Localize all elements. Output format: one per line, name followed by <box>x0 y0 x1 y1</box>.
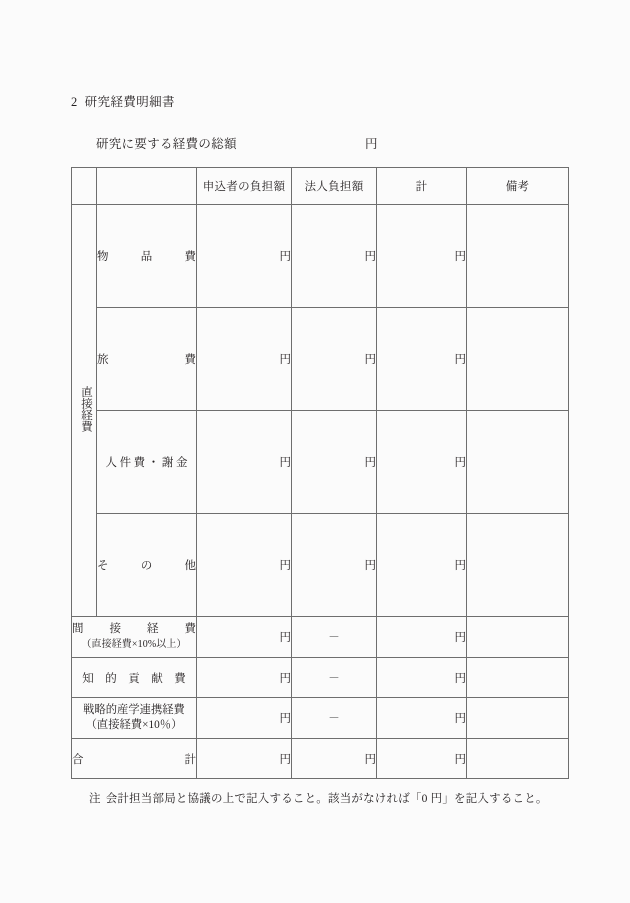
item-char: 他 <box>184 560 196 572</box>
cell-remarks-goods <box>467 205 569 308</box>
page-title <box>71 92 175 110</box>
cell-total-indirect: 円 <box>377 617 467 658</box>
table-row <box>72 617 569 658</box>
section-title: 研究経費明細書 <box>84 95 175 109</box>
item-char: そ <box>97 560 109 572</box>
header-total: 計 <box>377 168 467 205</box>
item-label-goods <box>97 205 197 308</box>
total-amount-unit: 円 <box>365 137 378 151</box>
budget-detail-table <box>71 167 569 779</box>
cell-corporation-grand-total: 円 <box>292 739 377 779</box>
cell-total-travel: 円 <box>377 308 467 411</box>
item-char: 旅 <box>97 354 109 366</box>
header-remarks: 備考 <box>467 168 569 205</box>
cell-applicant-intellectual: 円 <box>197 658 292 698</box>
cell-applicant-strategic: 円 <box>197 698 292 739</box>
item-label-grand-total <box>72 739 197 779</box>
cell-corporation-travel: 円 <box>292 308 377 411</box>
total-amount-label: 研究に要する経費の総額 <box>96 137 237 151</box>
cell-corporation-other: 円 <box>292 514 377 617</box>
item-label-indirect-cost <box>72 617 197 658</box>
cell-applicant-personnel: 円 <box>197 411 292 514</box>
item-char: 費 <box>184 623 196 636</box>
item-char: 経 <box>147 623 159 636</box>
cell-applicant-grand-total: 円 <box>197 739 292 779</box>
item-label-text: 人件費・謝金 <box>105 457 191 469</box>
cell-total-intellectual: 円 <box>377 658 467 698</box>
cell-remarks-intellectual <box>467 658 569 698</box>
group-label-text: 直接経費 <box>80 386 93 432</box>
item-char: 品 <box>140 251 153 263</box>
section-number: 2 <box>71 95 78 109</box>
footer-note <box>89 790 548 806</box>
cell-remarks-other <box>467 514 569 617</box>
cell-corporation-intellectual: － <box>292 658 377 698</box>
footer-note-text: 会計担当部局と協議の上で記入すること。該当がなければ「0 円」を記入すること。 <box>105 793 548 805</box>
cell-total-grand-total: 円 <box>377 739 467 779</box>
cell-corporation-strategic: － <box>292 698 377 739</box>
header-group <box>72 168 97 205</box>
table-row <box>72 411 569 514</box>
item-sublabel: （直接経費×10％） <box>85 719 183 731</box>
cell-total-personnel: 円 <box>377 411 467 514</box>
item-label-other <box>97 514 197 617</box>
cell-corporation-personnel: 円 <box>292 411 377 514</box>
header-item <box>97 168 197 205</box>
cell-corporation-indirect: － <box>292 617 377 658</box>
table-row <box>72 698 569 739</box>
item-char: 間 <box>72 623 84 636</box>
cell-remarks-grand-total <box>467 739 569 779</box>
item-char: 費 <box>184 251 196 263</box>
item-label-intellectual-contribution: 知 的 貢 献 費 <box>72 658 197 698</box>
footer-note-mark: 注 <box>89 793 101 805</box>
item-char: 物 <box>97 251 109 263</box>
item-char: 合 <box>72 753 84 766</box>
cell-remarks-travel <box>467 308 569 411</box>
cell-applicant-goods: 円 <box>197 205 292 308</box>
item-sublabel: （直接経費×10%以上） <box>81 639 187 650</box>
table-body <box>72 205 569 779</box>
cell-applicant-indirect: 円 <box>197 617 292 658</box>
item-label-travel <box>97 308 197 411</box>
group-label-direct-cost <box>72 205 97 617</box>
cell-remarks-personnel <box>467 411 569 514</box>
cell-corporation-goods: 円 <box>292 205 377 308</box>
item-char: の <box>140 560 153 572</box>
item-char: 接 <box>109 623 121 636</box>
cell-total-goods: 円 <box>377 205 467 308</box>
header-corporation-burden: 法人負担額 <box>292 168 377 205</box>
cell-total-other: 円 <box>377 514 467 617</box>
table-header-row <box>72 168 569 205</box>
cell-applicant-other: 円 <box>197 514 292 617</box>
item-char: 計 <box>184 753 196 766</box>
table-row <box>72 514 569 617</box>
cell-remarks-indirect <box>467 617 569 658</box>
header-applicant-burden: 申込者の負担額 <box>197 168 292 205</box>
table-row <box>72 658 569 698</box>
cell-remarks-strategic <box>467 698 569 739</box>
item-char: 費 <box>184 354 196 366</box>
item-label-strategic-collaboration <box>72 698 197 739</box>
item-label-personnel <box>97 411 197 514</box>
item-label-text: 戦略的産学連携経費 <box>83 703 185 716</box>
table-row <box>72 739 569 779</box>
table-row <box>72 308 569 411</box>
cell-total-strategic: 円 <box>377 698 467 739</box>
table-row <box>72 205 569 308</box>
cell-applicant-travel: 円 <box>197 308 292 411</box>
